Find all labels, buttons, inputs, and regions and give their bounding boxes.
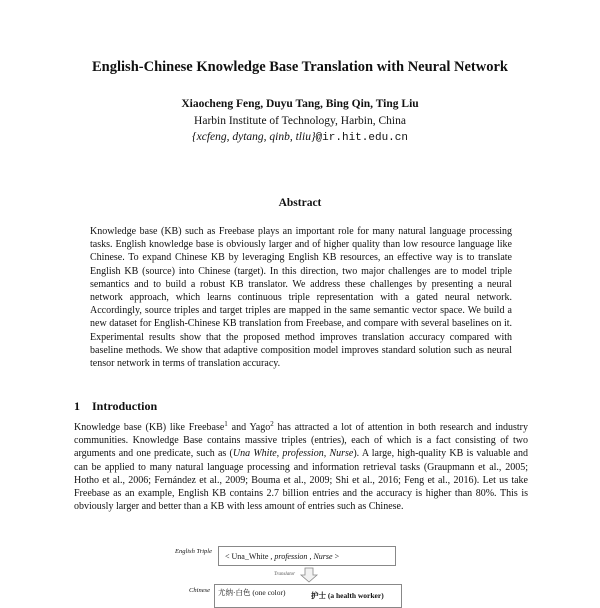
intro-text-c: has attracted a lot of attention in both research and industry communities. Knowledge Base contains massive triples (entries), each of which is a fact consisting of two arguments and one predicate, such as ( xyxy=(74,422,529,460)
chinese-subject: 尤纳·白色 (one color) xyxy=(218,588,286,597)
paper-email xyxy=(0,131,600,144)
intro-text-b: and Yago xyxy=(227,422,271,433)
email-domain: @ir.hit.edu.cn xyxy=(315,132,408,144)
triple-object: Nurse xyxy=(313,552,333,561)
triple-close: > xyxy=(334,552,340,561)
figure-translator-label: Translator xyxy=(274,572,296,577)
abstract-body xyxy=(90,225,512,370)
triple-subject: < Una_White , xyxy=(225,552,273,561)
footnote-ref-2: 2 xyxy=(270,420,274,428)
abstract-heading: Abstract xyxy=(278,197,322,209)
intro-example-triple: Una White, profession, Nurse xyxy=(232,448,354,460)
email-names: {xcfeng, dytang, qinb, tliu} xyxy=(192,131,316,143)
triple-separator: , xyxy=(309,552,312,561)
paper-affiliation: Harbin Institute of Technology, Harbin, China xyxy=(194,115,406,127)
paper-title: English-Chinese Knowledge Base Translation with Neural Network xyxy=(92,59,508,75)
paper-authors: Xiaocheng Feng, Duyu Tang, Bing Qin, Ting Liu xyxy=(181,98,419,110)
figure-chinese-label: Chinese xyxy=(189,587,210,594)
figure-english-triple-label: English Triple xyxy=(174,548,212,555)
introduction-body xyxy=(74,421,528,513)
intro-text-a: Knowledge base (KB) like Freebase xyxy=(74,422,225,433)
intro-paragraph xyxy=(74,421,528,513)
figure-english-triple-box xyxy=(218,546,396,566)
section-number: 1 xyxy=(74,399,80,413)
translator-arrow-icon xyxy=(299,567,319,583)
footnote-ref-1: 1 xyxy=(224,420,228,428)
intro-text-d: ). A large, high-quality KB is valuable and can be applied to many natural language processing and information retrieval tasks (Graupmann et al., 2005; Hotho et al., 2006; Fernández et al., 2009; Bouma et al., 2009; Shi et al., 2016; Feng et al., 2016). Let us take Freebase as an example, English KB contains 2.7 billion entries and the accuracy is higher than 80%. This is obviously larger and better than a KB with less amount of entries such as Chinese. xyxy=(74,448,528,513)
figure-chinese-triple-box xyxy=(214,584,402,608)
abstract-text: Knowledge base (KB) such as Freebase plays an important role for many natural language processing tasks. English knowledge base is obviously larger and of higher quality than low resource language like Chinese. To expand Chinese KB by leveraging English KB resources, an effective way is to translate English KB (source) into Chinese (target). In this direction, two major challenges are to model triple semantics and to build a robust KB translator. We address these challenges by presenting a neural network approach, which learns continuous triple representation with a gated neural network. Accordingly, source triples and target triples are mapped in the same semantic vector space. We build a new dataset for English-Chinese KB translation from Freebase, and compare with several baselines on it. Experimental results show that the proposed method improves translation accuracy compared with baseline methods. We show that adaptive composition model improves standard solution such as neural tensor network in terms of translation accuracy. xyxy=(90,226,512,370)
chinese-object: 护士 (a health worker) xyxy=(311,591,384,600)
section-title: Introduction xyxy=(92,399,158,413)
section-heading-introduction xyxy=(74,399,169,414)
triple-relation: profession xyxy=(274,552,308,561)
